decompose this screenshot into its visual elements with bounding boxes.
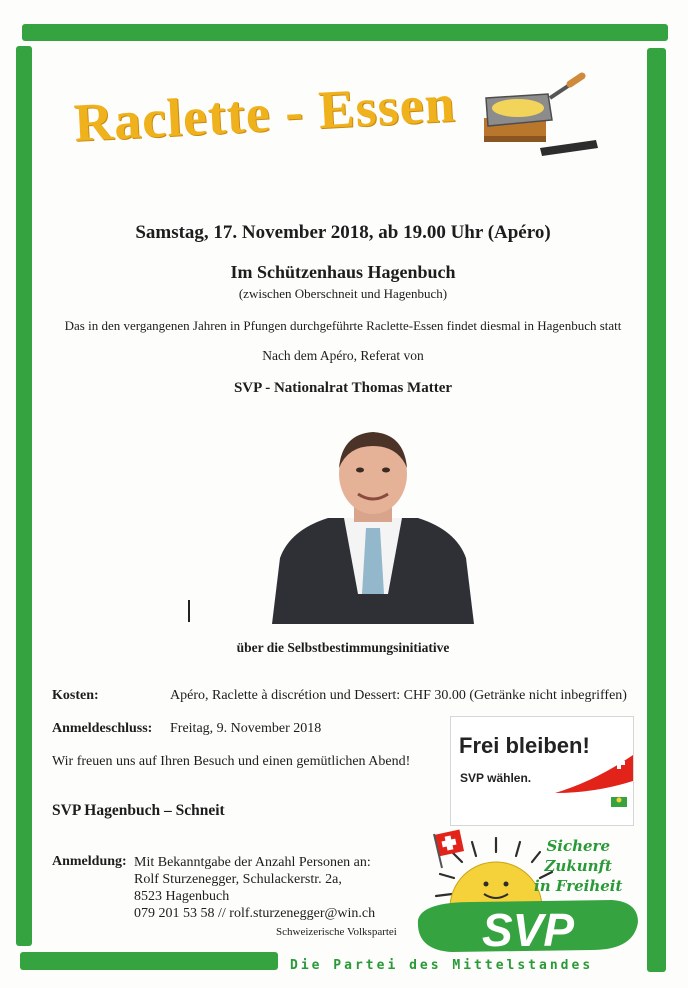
green-frame-top bbox=[22, 24, 668, 41]
slogan-line: in Freiheit bbox=[534, 877, 623, 895]
event-title: Raclette - Essen bbox=[72, 73, 457, 153]
welcome-text: Wir freuen uns auf Ihren Besuch und einen gemütlichen Abend! bbox=[52, 754, 411, 769]
green-frame-bottom bbox=[20, 952, 278, 970]
registration-details bbox=[134, 854, 375, 922]
svp-logo-text: SVP bbox=[481, 904, 575, 956]
slogan-line: Sichere bbox=[546, 837, 610, 855]
poster-title: Frei bleiben! bbox=[459, 733, 590, 758]
speaker-photo bbox=[270, 418, 476, 624]
talk-topic: über die Selbstbestimmungsinitiative bbox=[236, 640, 450, 655]
registration-line: Mit Bekanntgabe der Anzahl Personen an: bbox=[134, 855, 371, 870]
raclette-pan-icon bbox=[478, 70, 608, 165]
party-slogan bbox=[534, 836, 622, 896]
organizer-name: SVP Hagenbuch – Schneit bbox=[52, 802, 225, 819]
deadline-label: Anmeldeschluss: bbox=[52, 721, 153, 736]
intro-text: Das in den vergangenen Jahren in Pfungen durchgeführte Raclette-Essen findet diesmal in Hagenbuch statt bbox=[64, 318, 622, 333]
registration-contact: 079 201 53 58 // rolf.sturzenegger@win.ch bbox=[134, 906, 376, 921]
costs-label: Kosten: bbox=[52, 688, 99, 703]
speaker-name: SVP - Nationalrat Thomas Matter bbox=[233, 380, 453, 396]
campaign-poster bbox=[450, 716, 634, 826]
costs-value: Apéro, Raclette à discrétion und Dessert: CHF 30.00 (Getränke nicht inbegriffen) bbox=[170, 688, 627, 703]
sun-icon bbox=[450, 862, 542, 908]
event-date: Samstag, 17. November 2018, ab 19.00 Uhr (Apéro) bbox=[135, 222, 551, 243]
registration-label: Anmeldung: bbox=[52, 854, 127, 869]
party-full-name: Schweizerische Volkspartei bbox=[276, 926, 397, 938]
poster-subtitle: SVP wählen. bbox=[460, 771, 532, 785]
green-frame-right bbox=[647, 48, 666, 972]
scan-mark bbox=[188, 600, 190, 622]
registration-line: 8523 Hagenbuch bbox=[134, 889, 230, 904]
green-frame-left bbox=[16, 46, 32, 946]
event-venue: Im Schützenhaus Hagenbuch bbox=[230, 262, 456, 282]
deadline-value: Freitag, 9. November 2018 bbox=[170, 721, 322, 736]
registration-line: Rolf Sturzenegger, Schulackerstr. 2a, bbox=[134, 872, 342, 887]
svp-mini-logo-icon bbox=[611, 797, 627, 807]
slogan-line: Zukunft bbox=[544, 857, 612, 875]
after-apero-text: Nach dem Apéro, Referat von bbox=[262, 348, 424, 363]
venue-detail: (zwischen Oberschneit und Hagenbuch) bbox=[238, 286, 448, 301]
party-tagline: Die Partei des Mittelstandes bbox=[290, 958, 594, 973]
